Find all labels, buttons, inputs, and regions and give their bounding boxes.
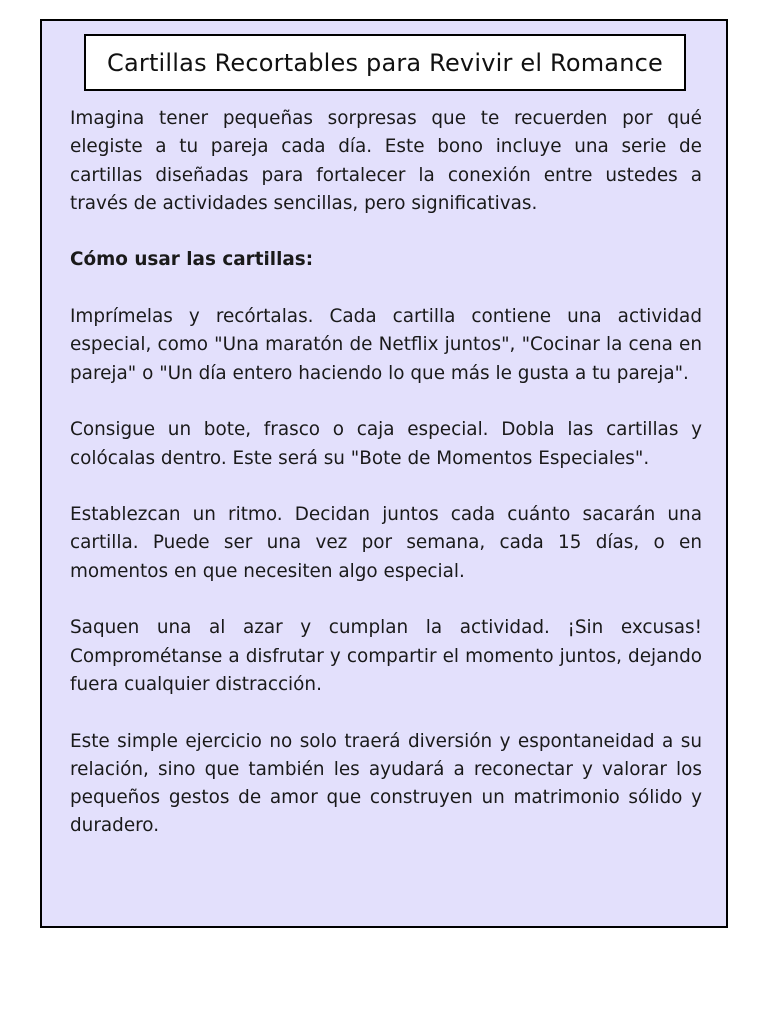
title-box <box>84 34 686 91</box>
closing-paragraph: Este simple ejercicio no solo traerá diversión y espontaneidad a su relación, sino que también les ayudará a reconectar y valorar los pequeños gestos de amor que construyen un matrimonio sólido y duradero. <box>70 730 702 837</box>
document-body <box>70 105 702 869</box>
page-title: Cartillas Recortables para Revivir el Romance <box>107 48 663 77</box>
step-paragraph-1: Imprímelas y recórtalas. Cada cartilla contiene una actividad especial, como "Una maratón de Netflix juntos", "Cocinar la cena en pareja" o "Un día entero haciendo lo que más le gusta a tu pareja". <box>70 306 702 384</box>
step-paragraph-4: Saquen una al azar y cumplan la actividad. ¡Sin excusas! Comprométanse a disfrutar y compartir el momento juntos, dejando fuera cualquier distracción. <box>70 617 702 695</box>
document-card <box>40 19 728 928</box>
intro-paragraph: Imagina tener pequeñas sorpresas que te recuerden por qué elegiste a tu pareja cada día. Este bono incluye una serie de cartillas diseñadas para fortalecer la conexión entre ustedes a través de actividades sencillas, pero significativas. <box>70 108 702 214</box>
step-paragraph-2: Consigue un bote, frasco o caja especial. Dobla las cartillas y colócalas dentro. Este será su "Bote de Momentos Especiales". <box>70 419 702 469</box>
step-paragraph-3: Establezcan un ritmo. Decidan juntos cada cuánto sacarán una cartilla. Puede ser una vez por semana, cada 15 días, o en momentos en que necesiten algo especial. <box>70 504 702 582</box>
section-heading: Cómo usar las cartillas: <box>70 249 314 271</box>
